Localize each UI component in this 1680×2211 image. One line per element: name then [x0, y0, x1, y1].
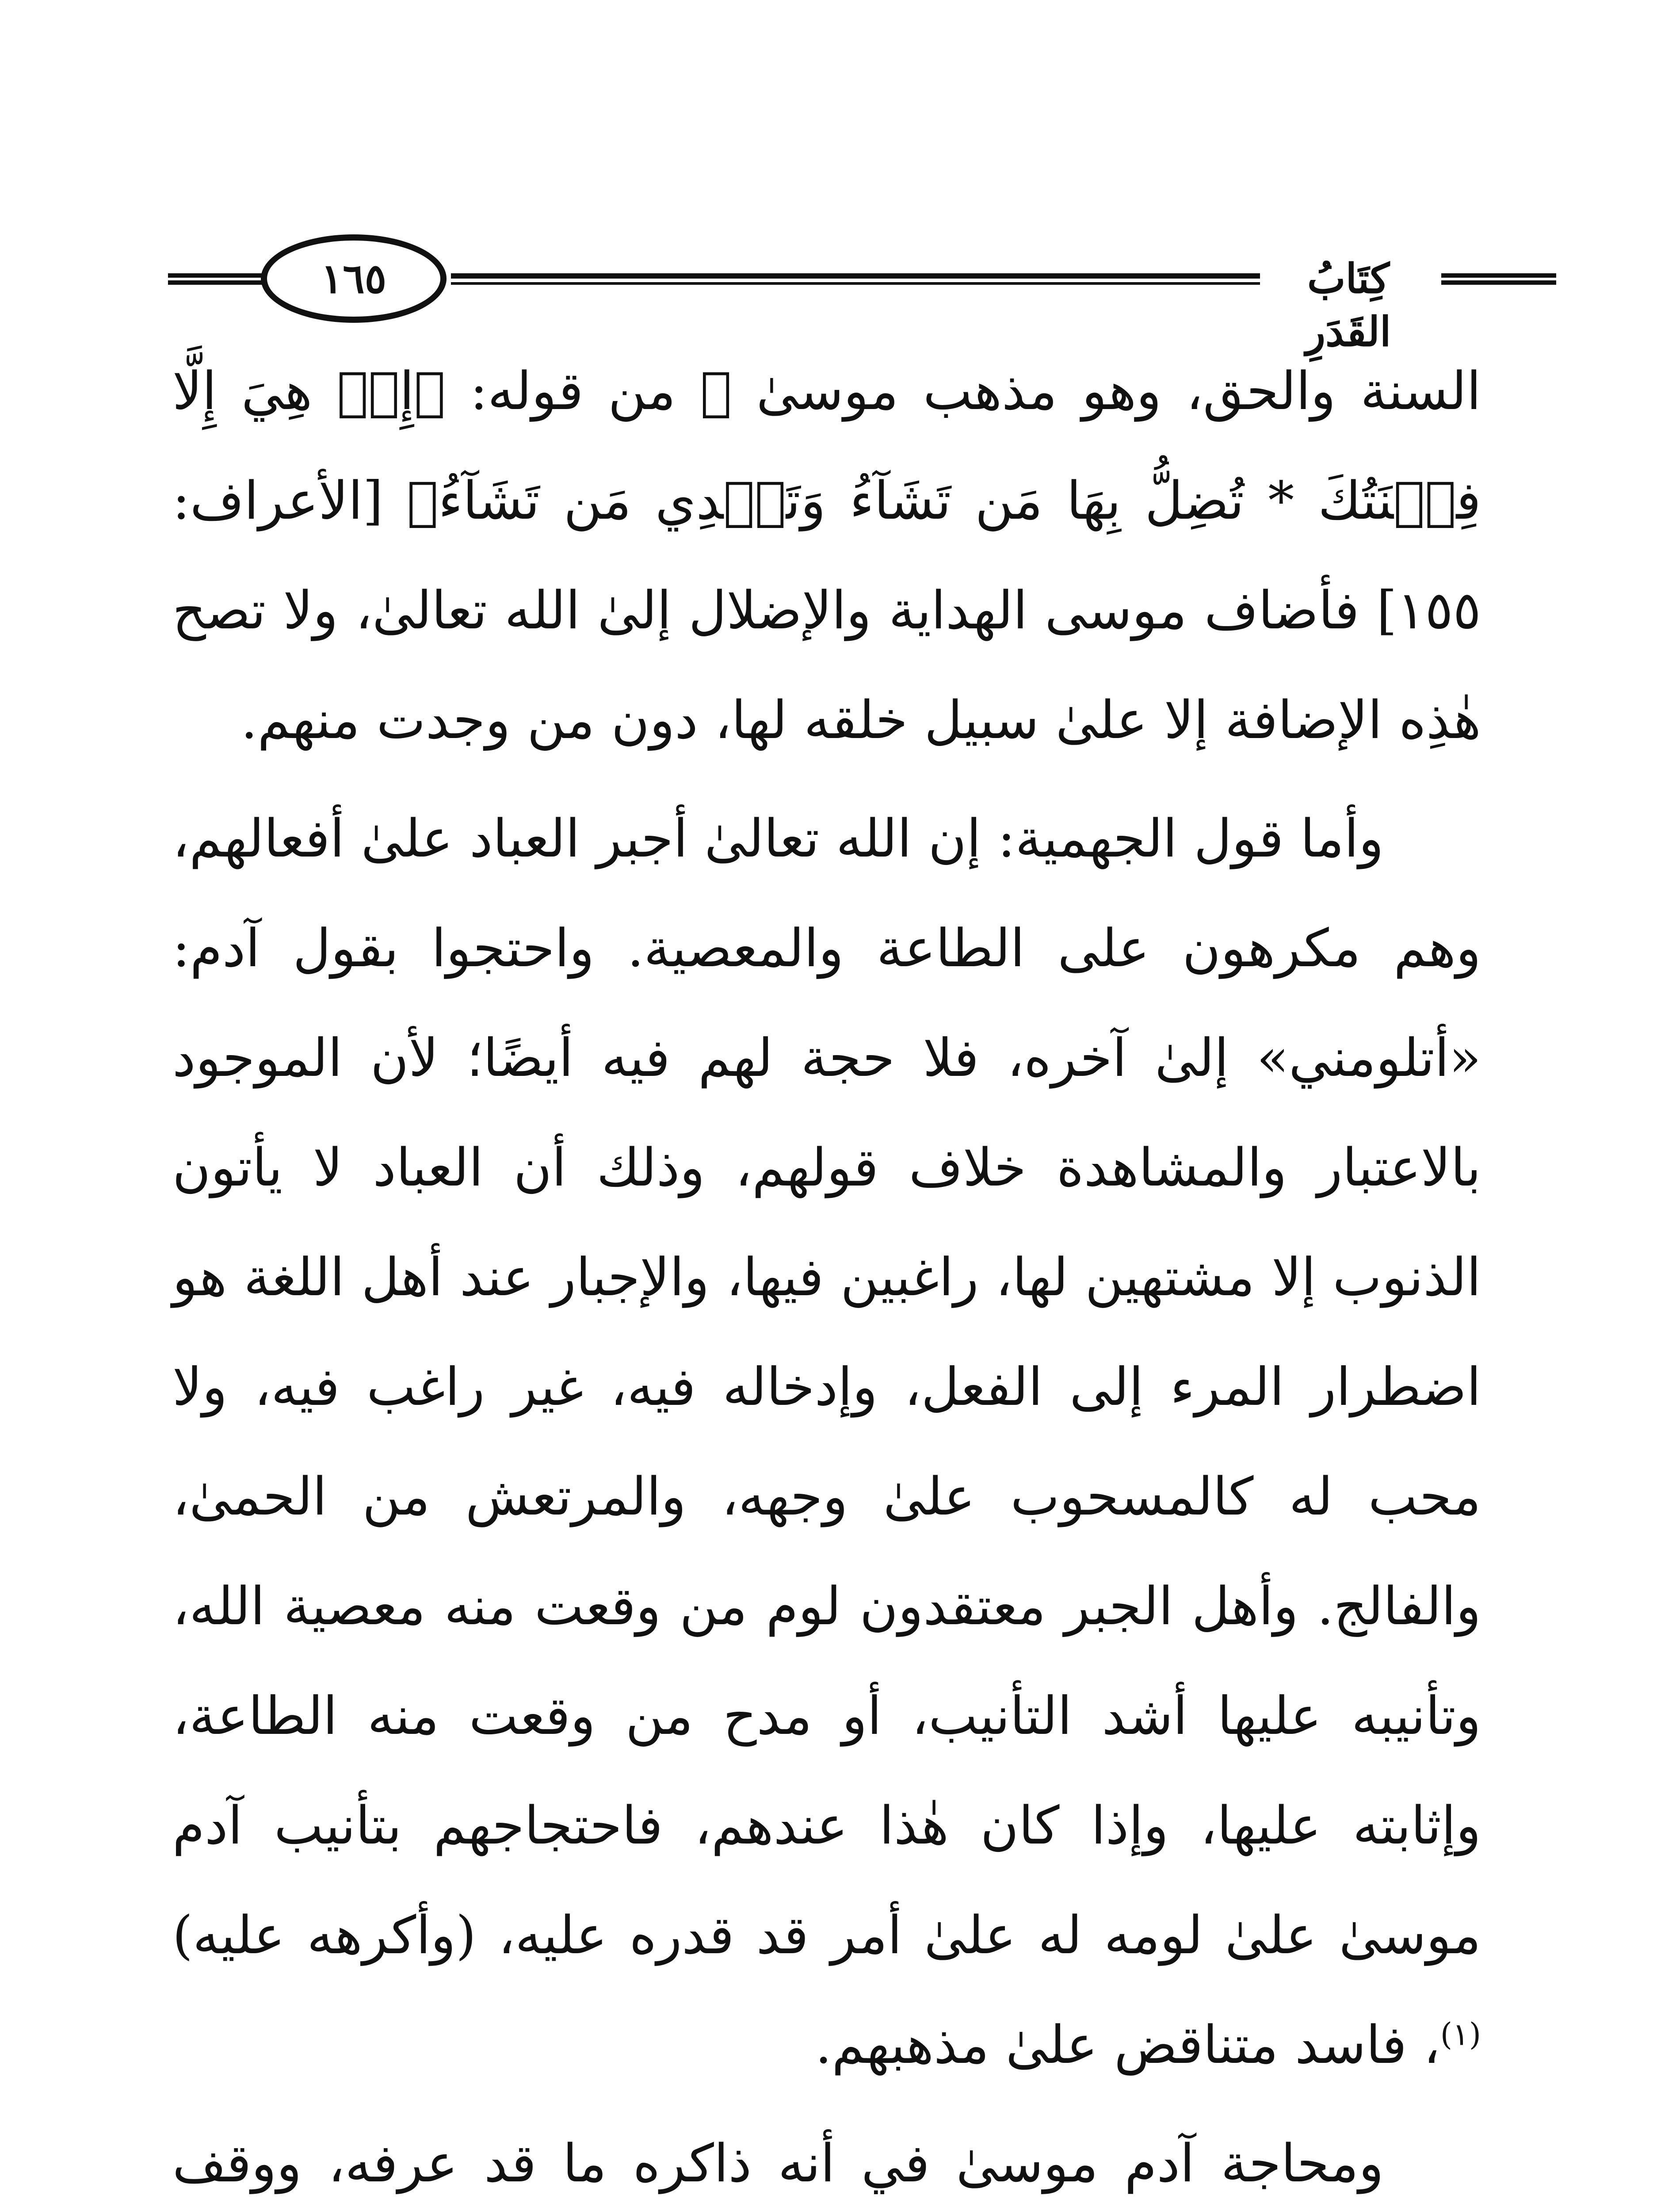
- page-number: ١٦٥: [321, 255, 387, 302]
- paragraph-2: [172, 784, 1481, 2100]
- page-header: [168, 234, 1512, 356]
- page-body: [172, 336, 1481, 2211]
- header-rule-middle-thin: [451, 282, 1260, 285]
- paragraph-1: السنة والحق، وهو مذهب موسىٰ ﷺ من قوله: ﴿إِنۡ هِيَ إِلَّا فِتۡنَتُكَ * تُضِلُّ بِهَا مَن تَشَآءُ وَتَهۡدِي مَن تَشَآءُ﴾ [الأعراف: ١٥٥] فأضاف موسى الهداية والإضلال إلىٰ الله تعالىٰ، ولا تصح هٰذِه الإضافة إلا علىٰ سبيل خلقه لها، دون من وجدت منهم.: [172, 360, 1481, 750]
- paragraph-2-text-after: ، فاسد متناقض علىٰ مذهبهم.: [815, 2014, 1440, 2075]
- paragraph-3: ومحاجة آدم موسىٰ في أنه ذاكره ما قد عرفه، ووقف: [172, 2133, 1384, 2194]
- header-rule-middle: [451, 273, 1260, 279]
- header-rule-right: [1441, 265, 1556, 292]
- paragraph-2-text: وأما قول الجهمية: إن الله تعالىٰ أجبر العباد علىٰ أفعالهم، وهم مكرهون على الطاعة والمعصية. واحتجوا بقول آدم: «أتلومني» إلىٰ آخره، فلا حجة لهم فيه أيضًا؛ لأن الموجود بالاعتبار والمشاهدة خلاف قولهم، وذلك أن العباد لا يأتون الذنوب إلا مشتهين لها، راغبين فيها، والإجبار عند أهل اللغة هو اضطرار المرء إلى الفعل، وإدخاله فيه، غير راغب فيه، ولا محب له كالمسحوب علىٰ وجهه، والمرتعش من الحمىٰ، والفالج. وأهل الجبر معتقدون لوم من وقعت منه معصية الله، وتأنيبه عليها أشد التأنيب، أو مدح من وقعت منه الطاعة، وإثابته عليها، وإذا كان هٰذا عندهم، فاحتجاجهم بتأنيب آدم موسىٰ علىٰ لومه له علىٰ أمر قد قدره عليه، (وأكرهه عليه): [172, 808, 1481, 1966]
- page-number-oval: [261, 234, 447, 323]
- footnote-ref[interactable]: (١): [1440, 2016, 1481, 2053]
- book-title: كِتَابُ القَدَرِ: [1306, 255, 1391, 356]
